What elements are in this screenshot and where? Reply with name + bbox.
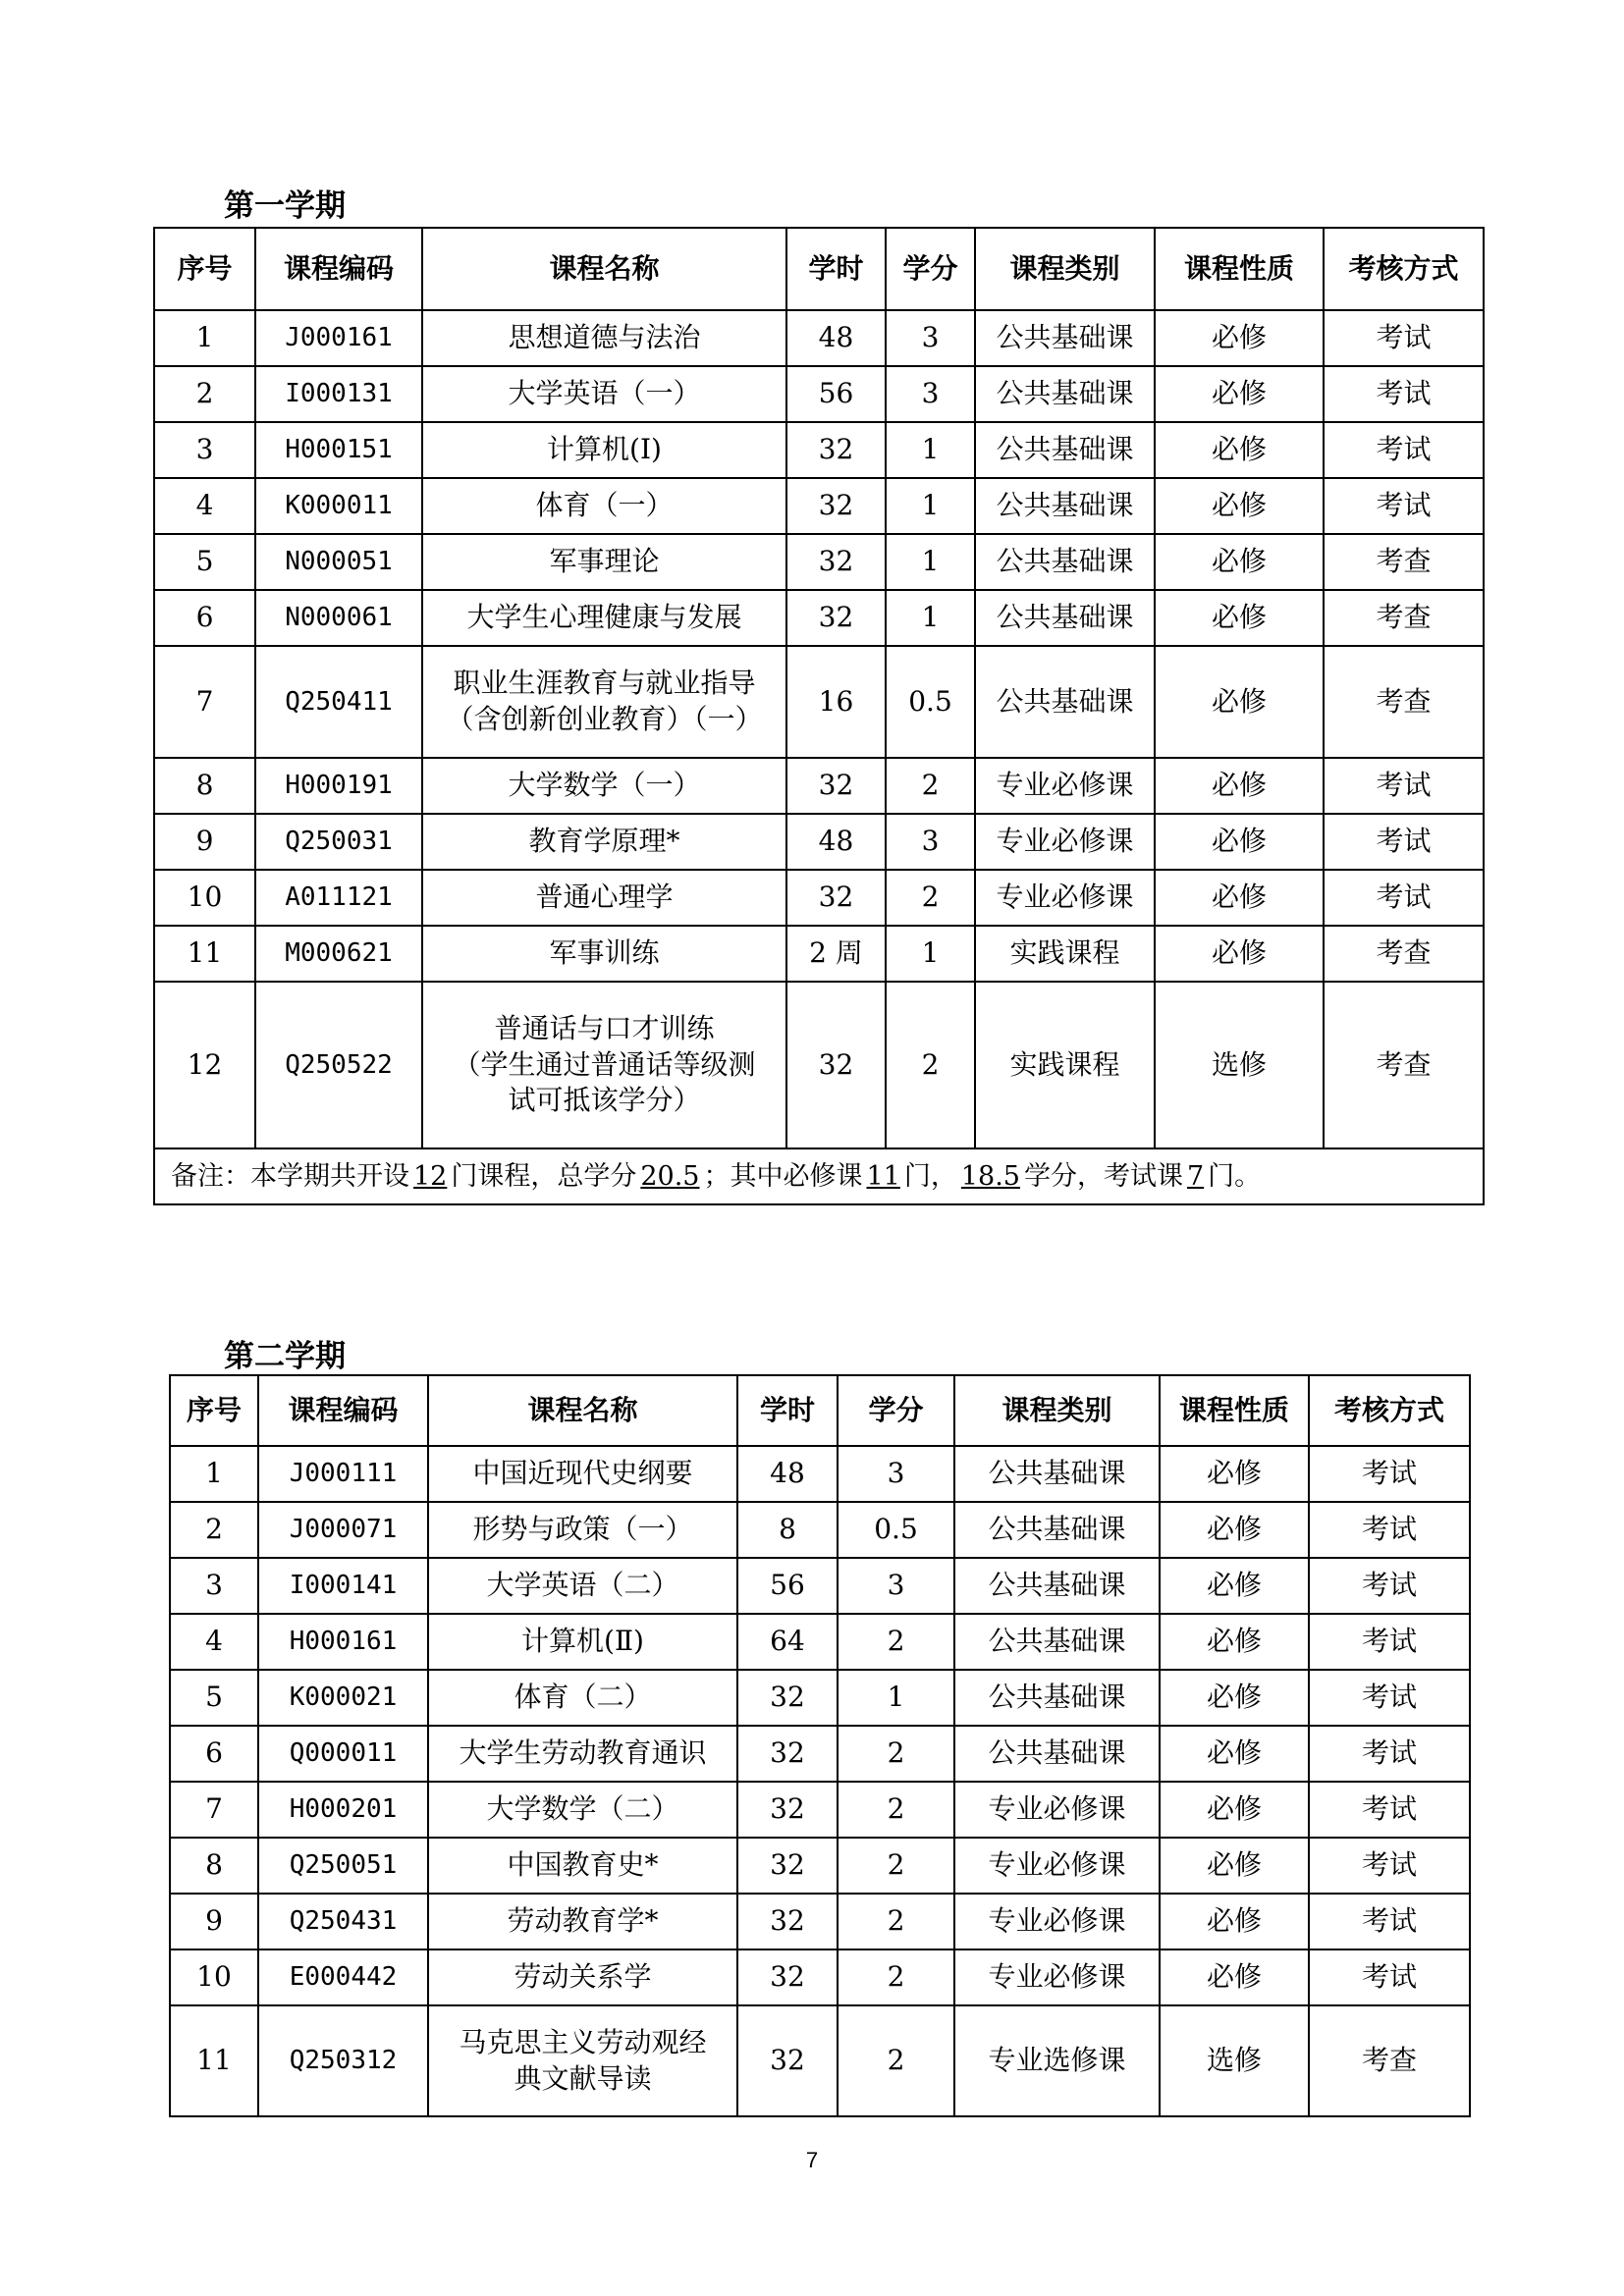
course-code-cell: N000061 (255, 590, 422, 646)
course-hours-cell: 32 (737, 1949, 838, 2005)
header-category: 课程类别 (954, 1375, 1160, 1446)
course-nature-cell: 必修 (1160, 1670, 1309, 1726)
course-name-line: 计算机(Ⅱ) (521, 1625, 644, 1658)
table-row (154, 478, 1484, 534)
table-row (170, 1726, 1470, 1782)
course-assessment-cell: 考查 (1324, 590, 1484, 646)
header-nature: 课程性质 (1160, 1375, 1309, 1446)
course-name-cell (428, 1670, 737, 1726)
course-name-cell (428, 1446, 737, 1502)
course-assessment-cell: 考试 (1309, 1782, 1470, 1838)
course-name-cell (428, 1614, 737, 1670)
course-category-cell: 公共基础课 (954, 1558, 1160, 1614)
course-category-cell: 公共基础课 (975, 590, 1155, 646)
course-nature-cell: 必修 (1160, 1502, 1309, 1558)
course-credits-cell: 3 (838, 1446, 954, 1502)
course-code-cell: Q250031 (255, 814, 422, 870)
course-nature-cell: 必修 (1160, 1446, 1309, 1502)
course-name-line: 大学英语（二） (486, 1569, 679, 1602)
course-name-line: 军事训练 (549, 936, 660, 970)
course-hours-cell: 32 (786, 534, 886, 590)
course-name-cell (422, 534, 786, 590)
header-credits: 学分 (838, 1375, 954, 1446)
course-category-cell: 公共基础课 (954, 1670, 1160, 1726)
table-row (154, 590, 1484, 646)
course-nature-cell: 必修 (1160, 1558, 1309, 1614)
course-assessment-cell: 考查 (1309, 2005, 1470, 2116)
course-code-cell: H000201 (258, 1782, 428, 1838)
table-row (154, 982, 1484, 1148)
note-exam-courses: 7 (1186, 1160, 1205, 1192)
course-nature-cell: 选修 (1155, 982, 1324, 1148)
course-credits-cell: 3 (886, 814, 975, 870)
course-category-cell: 公共基础课 (975, 366, 1155, 422)
note-course-count: 12 (413, 1160, 448, 1192)
row-number-cell: 3 (170, 1558, 258, 1614)
header-hours: 学时 (737, 1375, 838, 1446)
row-number-cell: 4 (154, 478, 255, 534)
row-number-cell: 7 (154, 646, 255, 758)
course-hours-cell: 2 周 (786, 926, 886, 982)
course-category-cell: 公共基础课 (954, 1446, 1160, 1502)
course-name-line: 劳动教育学* (507, 1904, 659, 1938)
table-row (154, 926, 1484, 982)
semester2-table (169, 1374, 1471, 2117)
course-assessment-cell: 考试 (1324, 814, 1484, 870)
course-name-cell (428, 1949, 737, 2005)
table-row (154, 310, 1484, 366)
course-code-cell: J000161 (255, 310, 422, 366)
course-assessment-cell: 考试 (1324, 758, 1484, 814)
header-nature: 课程性质 (1155, 228, 1324, 310)
table-row (170, 1670, 1470, 1726)
course-assessment-cell: 考查 (1324, 534, 1484, 590)
course-credits-cell: 2 (838, 1726, 954, 1782)
header-no: 序号 (154, 228, 255, 310)
row-number-cell: 2 (154, 366, 255, 422)
row-number-cell: 1 (154, 310, 255, 366)
course-name-line: 马克思主义劳动观经 (459, 2025, 707, 2058)
course-code-cell: K000021 (258, 1670, 428, 1726)
note-text: 学分，考试课 (1023, 1160, 1183, 1192)
course-assessment-cell: 考查 (1324, 982, 1484, 1148)
course-hours-cell: 32 (786, 590, 886, 646)
course-name-line: 大学数学（二） (486, 1792, 679, 1826)
course-credits-cell: 2 (838, 1782, 954, 1838)
course-credits-cell: 1 (886, 534, 975, 590)
header-assessment: 考核方式 (1309, 1375, 1470, 1446)
course-credits-cell: 3 (838, 1558, 954, 1614)
course-hours-cell: 32 (786, 478, 886, 534)
course-hours-cell: 32 (737, 1894, 838, 1949)
row-number-cell: 7 (170, 1782, 258, 1838)
course-assessment-cell: 考试 (1324, 478, 1484, 534)
course-code-cell: Q000011 (258, 1726, 428, 1782)
course-name-cell (422, 310, 786, 366)
course-nature-cell: 必修 (1160, 1726, 1309, 1782)
course-credits-cell: 1 (886, 926, 975, 982)
course-category-cell: 公共基础课 (975, 646, 1155, 758)
course-hours-cell: 32 (786, 982, 886, 1148)
course-name-line: 体育（二） (514, 1681, 652, 1714)
course-hours-cell: 32 (737, 2005, 838, 2116)
course-assessment-cell: 考试 (1324, 310, 1484, 366)
course-nature-cell: 必修 (1160, 1838, 1309, 1894)
course-nature-cell: 必修 (1155, 478, 1324, 534)
course-category-cell: 专业选修课 (954, 2005, 1160, 2116)
header-category: 课程类别 (975, 228, 1155, 310)
course-assessment-cell: 考查 (1324, 646, 1484, 758)
course-code-cell: I000131 (255, 366, 422, 422)
table-row (170, 1782, 1470, 1838)
row-number-cell: 2 (170, 1502, 258, 1558)
course-assessment-cell: 考试 (1309, 1558, 1470, 1614)
row-number-cell: 6 (154, 590, 255, 646)
course-category-cell: 专业必修课 (975, 814, 1155, 870)
row-number-cell: 8 (154, 758, 255, 814)
course-hours-cell: 48 (786, 310, 886, 366)
table-row (154, 758, 1484, 814)
table-row (170, 1614, 1470, 1670)
course-nature-cell: 必修 (1155, 646, 1324, 758)
course-name-line: 大学英语（一） (508, 377, 701, 410)
course-assessment-cell: 考试 (1309, 1949, 1470, 2005)
course-code-cell: M000621 (255, 926, 422, 982)
course-name-line: 大学生心理健康与发展 (466, 601, 742, 634)
course-name-line: （学生通过普通话等级测 (453, 1047, 756, 1081)
course-credits-cell: 2 (886, 870, 975, 926)
course-code-cell: I000141 (258, 1558, 428, 1614)
table-row (170, 1446, 1470, 1502)
note-text: ；其中必修课 (703, 1160, 863, 1192)
course-credits-cell: 2 (838, 1614, 954, 1670)
course-code-cell: A011121 (255, 870, 422, 926)
page-number: 7 (805, 2148, 819, 2172)
note-text: 备注：本学期共开设 (171, 1160, 409, 1192)
course-assessment-cell: 考试 (1309, 1726, 1470, 1782)
note-required-courses: 11 (866, 1160, 900, 1192)
course-name-line: 中国教育史* (507, 1848, 659, 1882)
course-name-line: 典文献导读 (514, 2061, 652, 2095)
course-name-cell (428, 1726, 737, 1782)
row-number-cell: 6 (170, 1726, 258, 1782)
row-number-cell: 5 (154, 534, 255, 590)
course-category-cell: 专业必修课 (954, 1782, 1160, 1838)
course-assessment-cell: 考试 (1309, 1446, 1470, 1502)
course-assessment-cell: 考查 (1324, 926, 1484, 982)
course-name-cell (428, 1558, 737, 1614)
course-assessment-cell: 考试 (1324, 366, 1484, 422)
course-code-cell: H000161 (258, 1614, 428, 1670)
course-nature-cell: 必修 (1160, 1949, 1309, 2005)
header-code: 课程编码 (258, 1375, 428, 1446)
course-hours-cell: 16 (786, 646, 886, 758)
course-credits-cell: 1 (838, 1670, 954, 1726)
course-name-line: 体育（一） (535, 489, 674, 522)
course-credits-cell: 1 (886, 590, 975, 646)
row-number-cell: 5 (170, 1670, 258, 1726)
row-number-cell: 11 (170, 2005, 258, 2116)
course-category-cell: 公共基础课 (975, 478, 1155, 534)
header-no: 序号 (170, 1375, 258, 1446)
course-name-cell (422, 590, 786, 646)
course-name-cell (422, 646, 786, 758)
header-row (170, 1375, 1470, 1446)
note-row (154, 1148, 1484, 1204)
course-hours-cell: 32 (786, 422, 886, 478)
course-code-cell: H000191 (255, 758, 422, 814)
table-row (154, 534, 1484, 590)
course-category-cell: 公共基础课 (954, 1726, 1160, 1782)
course-name-cell (428, 1782, 737, 1838)
course-category-cell: 专业必修课 (975, 758, 1155, 814)
row-number-cell: 3 (154, 422, 255, 478)
course-hours-cell: 32 (737, 1782, 838, 1838)
course-credits-cell: 3 (886, 310, 975, 366)
table-row (170, 1838, 1470, 1894)
course-hours-cell: 56 (737, 1558, 838, 1614)
course-hours-cell: 48 (786, 814, 886, 870)
course-name-line: （含创新创业教育）（一） (446, 703, 763, 735)
row-number-cell: 12 (154, 982, 255, 1148)
course-name-line: 职业生涯教育与就业指导 (453, 667, 756, 700)
course-name-cell (422, 814, 786, 870)
course-assessment-cell: 考试 (1309, 1670, 1470, 1726)
semester1-title: 第一学期 (224, 188, 346, 224)
course-code-cell: Q250312 (258, 2005, 428, 2116)
course-code-cell: N000051 (255, 534, 422, 590)
row-number-cell: 4 (170, 1614, 258, 1670)
course-hours-cell: 48 (737, 1446, 838, 1502)
course-nature-cell: 必修 (1155, 310, 1324, 366)
note-text: 门， (903, 1160, 957, 1192)
note-text: 门。 (1208, 1160, 1262, 1192)
course-assessment-cell: 考试 (1309, 1614, 1470, 1670)
course-credits-cell: 2 (886, 982, 975, 1148)
course-assessment-cell: 考试 (1309, 1838, 1470, 1894)
course-assessment-cell: 考试 (1324, 422, 1484, 478)
course-category-cell: 公共基础课 (975, 534, 1155, 590)
header-hours: 学时 (786, 228, 886, 310)
row-number-cell: 9 (170, 1894, 258, 1949)
course-name-cell (428, 1838, 737, 1894)
course-name-line: 大学数学（一） (508, 769, 701, 802)
course-name-line: 教育学原理* (528, 825, 680, 858)
course-credits-cell: 0.5 (838, 1502, 954, 1558)
course-nature-cell: 必修 (1155, 422, 1324, 478)
course-name-cell (428, 2005, 737, 2116)
row-number-cell: 8 (170, 1838, 258, 1894)
course-nature-cell: 必修 (1160, 1782, 1309, 1838)
course-nature-cell: 必修 (1160, 1614, 1309, 1670)
course-code-cell: K000011 (255, 478, 422, 534)
course-name-line: 试可抵该学分） (508, 1084, 701, 1117)
course-assessment-cell: 考试 (1324, 870, 1484, 926)
course-category-cell: 专业必修课 (954, 1949, 1160, 2005)
header-credits: 学分 (886, 228, 975, 310)
course-credits-cell: 2 (838, 1894, 954, 1949)
course-name-cell (422, 758, 786, 814)
table-row (154, 422, 1484, 478)
table-row (170, 2005, 1470, 2116)
course-category-cell: 公共基础课 (975, 310, 1155, 366)
course-nature-cell: 必修 (1155, 758, 1324, 814)
course-name-line: 思想道德与法治 (508, 321, 701, 354)
course-hours-cell: 32 (737, 1670, 838, 1726)
header-assessment: 考核方式 (1324, 228, 1484, 310)
course-name-line: 大学生劳动教育通识 (459, 1736, 707, 1770)
course-code-cell: Q250051 (258, 1838, 428, 1894)
table-row (170, 1894, 1470, 1949)
course-name-line: 军事理论 (549, 545, 660, 578)
course-credits-cell: 1 (886, 422, 975, 478)
course-credits-cell: 2 (838, 1949, 954, 2005)
header-name: 课程名称 (428, 1375, 737, 1446)
course-category-cell: 实践课程 (975, 982, 1155, 1148)
row-number-cell: 11 (154, 926, 255, 982)
course-hours-cell: 8 (737, 1502, 838, 1558)
row-number-cell: 1 (170, 1446, 258, 1502)
course-nature-cell: 必修 (1155, 870, 1324, 926)
table-row (154, 366, 1484, 422)
course-name-cell (428, 1894, 737, 1949)
course-category-cell: 专业必修课 (954, 1838, 1160, 1894)
course-assessment-cell: 考试 (1309, 1502, 1470, 1558)
note-required-credits: 18.5 (960, 1160, 1020, 1192)
course-category-cell: 公共基础课 (954, 1614, 1160, 1670)
course-name-cell (422, 982, 786, 1148)
table-row (170, 1949, 1470, 2005)
course-name-cell (422, 422, 786, 478)
course-assessment-cell: 考试 (1309, 1894, 1470, 1949)
course-name-line: 劳动关系学 (514, 1960, 652, 1994)
course-name-cell (422, 478, 786, 534)
table-row (154, 646, 1484, 758)
course-category-cell: 公共基础课 (975, 422, 1155, 478)
course-name-line: 形势与政策（一） (472, 1513, 693, 1546)
course-hours-cell: 32 (737, 1838, 838, 1894)
note-text: 门课程，总学分 (451, 1160, 637, 1192)
course-hours-cell: 32 (786, 870, 886, 926)
course-name-line: 普通话与口才训练 (494, 1011, 715, 1044)
row-number-cell: 10 (170, 1949, 258, 2005)
row-number-cell: 9 (154, 814, 255, 870)
course-hours-cell: 56 (786, 366, 886, 422)
course-credits-cell: 0.5 (886, 646, 975, 758)
semester1-table (153, 227, 1485, 1205)
course-nature-cell: 必修 (1155, 366, 1324, 422)
table-row (154, 814, 1484, 870)
course-credits-cell: 2 (886, 758, 975, 814)
course-nature-cell: 必修 (1155, 814, 1324, 870)
course-name-cell (422, 926, 786, 982)
course-name-line: 普通心理学 (535, 881, 674, 914)
course-name-cell (422, 870, 786, 926)
table-row (170, 1502, 1470, 1558)
course-category-cell: 专业必修课 (975, 870, 1155, 926)
course-name-cell (428, 1502, 737, 1558)
course-nature-cell: 必修 (1155, 534, 1324, 590)
row-number-cell: 10 (154, 870, 255, 926)
course-nature-cell: 必修 (1155, 926, 1324, 982)
course-name-line: 中国近现代史纲要 (472, 1457, 693, 1490)
course-credits-cell: 2 (838, 1838, 954, 1894)
course-hours-cell: 64 (737, 1614, 838, 1670)
table-row (154, 870, 1484, 926)
course-nature-cell: 必修 (1155, 590, 1324, 646)
course-category-cell: 专业必修课 (954, 1894, 1160, 1949)
course-name-cell (422, 366, 786, 422)
course-name-line: 计算机(Ⅰ) (547, 433, 662, 466)
course-category-cell: 公共基础课 (954, 1502, 1160, 1558)
semester-note (154, 1148, 1484, 1204)
course-category-cell: 实践课程 (975, 926, 1155, 982)
header-code: 课程编码 (255, 228, 422, 310)
course-nature-cell: 必修 (1160, 1894, 1309, 1949)
semester2-title: 第二学期 (224, 1339, 346, 1374)
course-hours-cell: 32 (737, 1726, 838, 1782)
course-code-cell: E000442 (258, 1949, 428, 2005)
course-code-cell: Q250431 (258, 1894, 428, 1949)
course-credits-cell: 1 (886, 478, 975, 534)
table-row (170, 1558, 1470, 1614)
course-code-cell: Q250411 (255, 646, 422, 758)
course-code-cell: J000071 (258, 1502, 428, 1558)
course-credits-cell: 3 (886, 366, 975, 422)
course-nature-cell: 选修 (1160, 2005, 1309, 2116)
course-code-cell: J000111 (258, 1446, 428, 1502)
header-row (154, 228, 1484, 310)
course-credits-cell: 2 (838, 2005, 954, 2116)
course-code-cell: Q250522 (255, 982, 422, 1148)
course-hours-cell: 32 (786, 758, 886, 814)
note-total-credits: 20.5 (640, 1160, 700, 1192)
course-code-cell: H000151 (255, 422, 422, 478)
header-name: 课程名称 (422, 228, 786, 310)
